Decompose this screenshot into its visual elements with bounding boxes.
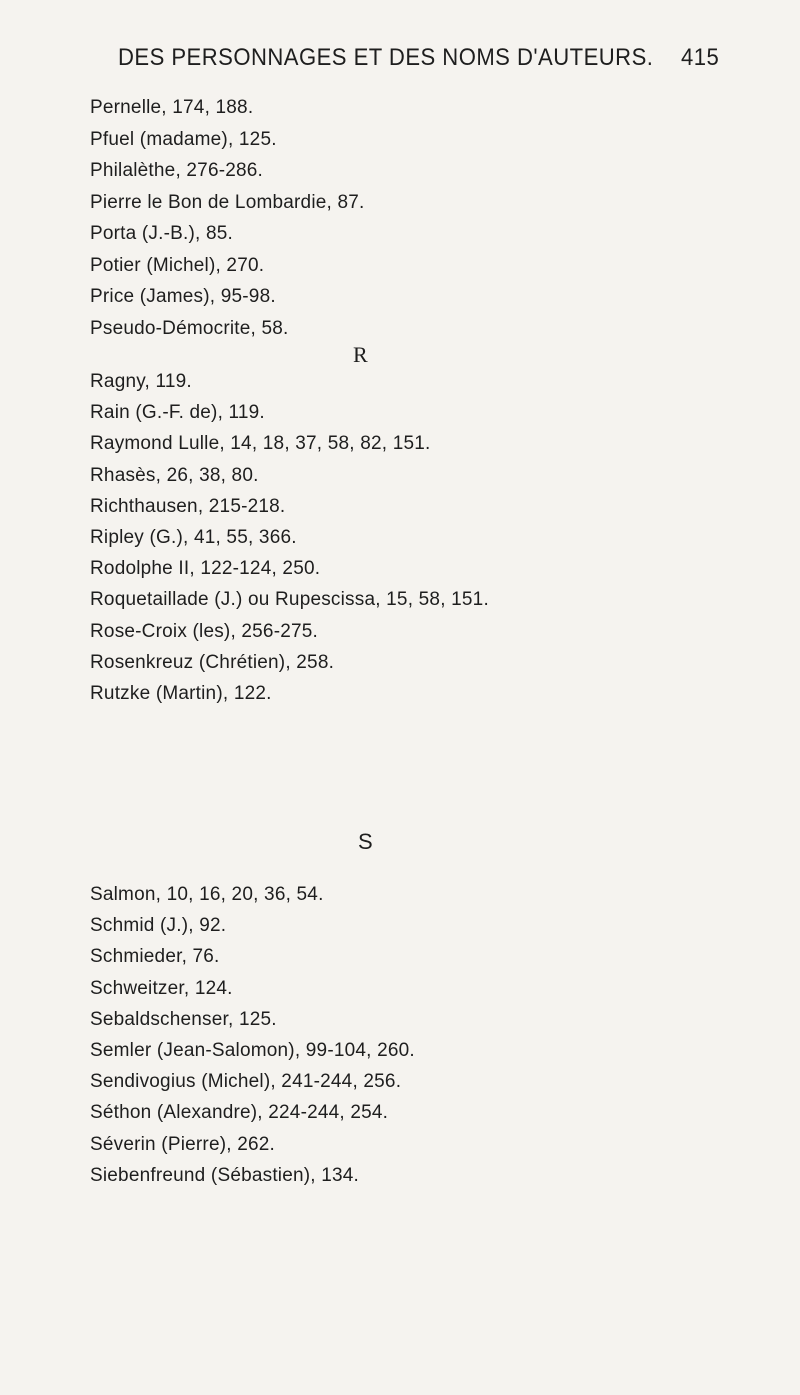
index-section-p bbox=[90, 92, 364, 344]
index-entry: Rhasès, 26, 38, 80. bbox=[90, 464, 259, 486]
index-entry: Séthon (Alexandre), 224-244, 254. bbox=[90, 1102, 389, 1124]
section-letter-r: R bbox=[353, 342, 368, 367]
index-entry: Séverin (Pierre), 262. bbox=[90, 1133, 275, 1155]
section-letter-s: S bbox=[358, 829, 373, 854]
index-entry: Rosenkreuz (Chrétien), 258. bbox=[90, 651, 335, 673]
index-entry: Philalèthe, 276-286. bbox=[90, 160, 264, 181]
index-entry: Schweitzer, 124. bbox=[90, 977, 233, 999]
index-entry: Ragny, 119. bbox=[90, 371, 192, 392]
index-entry: Rose-Croix (les), 256-275. bbox=[90, 620, 319, 642]
index-entry: Rutzke (Martin), 122. bbox=[90, 682, 272, 704]
running-head bbox=[118, 44, 720, 80]
index-entry: Pernelle, 174, 188. bbox=[90, 97, 254, 118]
index-entry: Richthausen, 215-218. bbox=[90, 495, 286, 517]
index-entry: Porta (J.-B.), 85. bbox=[90, 223, 233, 244]
index-section-r bbox=[90, 366, 489, 709]
page-number: 415 bbox=[681, 44, 720, 71]
index-entry: Pseudo-Démocrite, 58. bbox=[90, 317, 289, 339]
index-entry: Raymond Lulle, 14, 18, 37, 58, 82, 151. bbox=[90, 433, 431, 455]
index-entry: Pierre le Bon de Lombardie, 87. bbox=[90, 191, 365, 213]
index-entry: Price (James), 95-98. bbox=[90, 286, 276, 307]
index-entry: Pfuel (madame), 125. bbox=[90, 128, 277, 150]
index-section-s bbox=[90, 879, 415, 1191]
index-entry: Schmid (J.), 92. bbox=[90, 915, 227, 937]
index-entry: Sendivogius (Michel), 241-244, 256. bbox=[90, 1071, 402, 1093]
index-entry: Potier (Michel), 270. bbox=[90, 254, 265, 276]
index-entry: Rain (G.-F. de), 119. bbox=[90, 402, 265, 424]
index-entry: Schmieder, 76. bbox=[90, 946, 220, 968]
index-entry: Roquetaillade (J.) ou Rupescissa, 15, 58, 151. bbox=[90, 589, 489, 611]
index-entry: Salmon, 10, 16, 20, 36, 54. bbox=[90, 884, 324, 905]
index-entry: Sebaldschenser, 125. bbox=[90, 1008, 277, 1030]
index-entry: Rodolphe II, 122-124, 250. bbox=[90, 558, 321, 580]
index-entry: Ripley (G.), 41, 55, 366. bbox=[90, 526, 297, 548]
index-entry: Siebenfreund (Sébastien), 134. bbox=[90, 1164, 360, 1186]
index-entry: Semler (Jean-Salomon), 99-104, 260. bbox=[90, 1039, 415, 1061]
running-head-title: DES PERSONNAGES ET DES NOMS D'AUTEURS. bbox=[118, 44, 654, 71]
